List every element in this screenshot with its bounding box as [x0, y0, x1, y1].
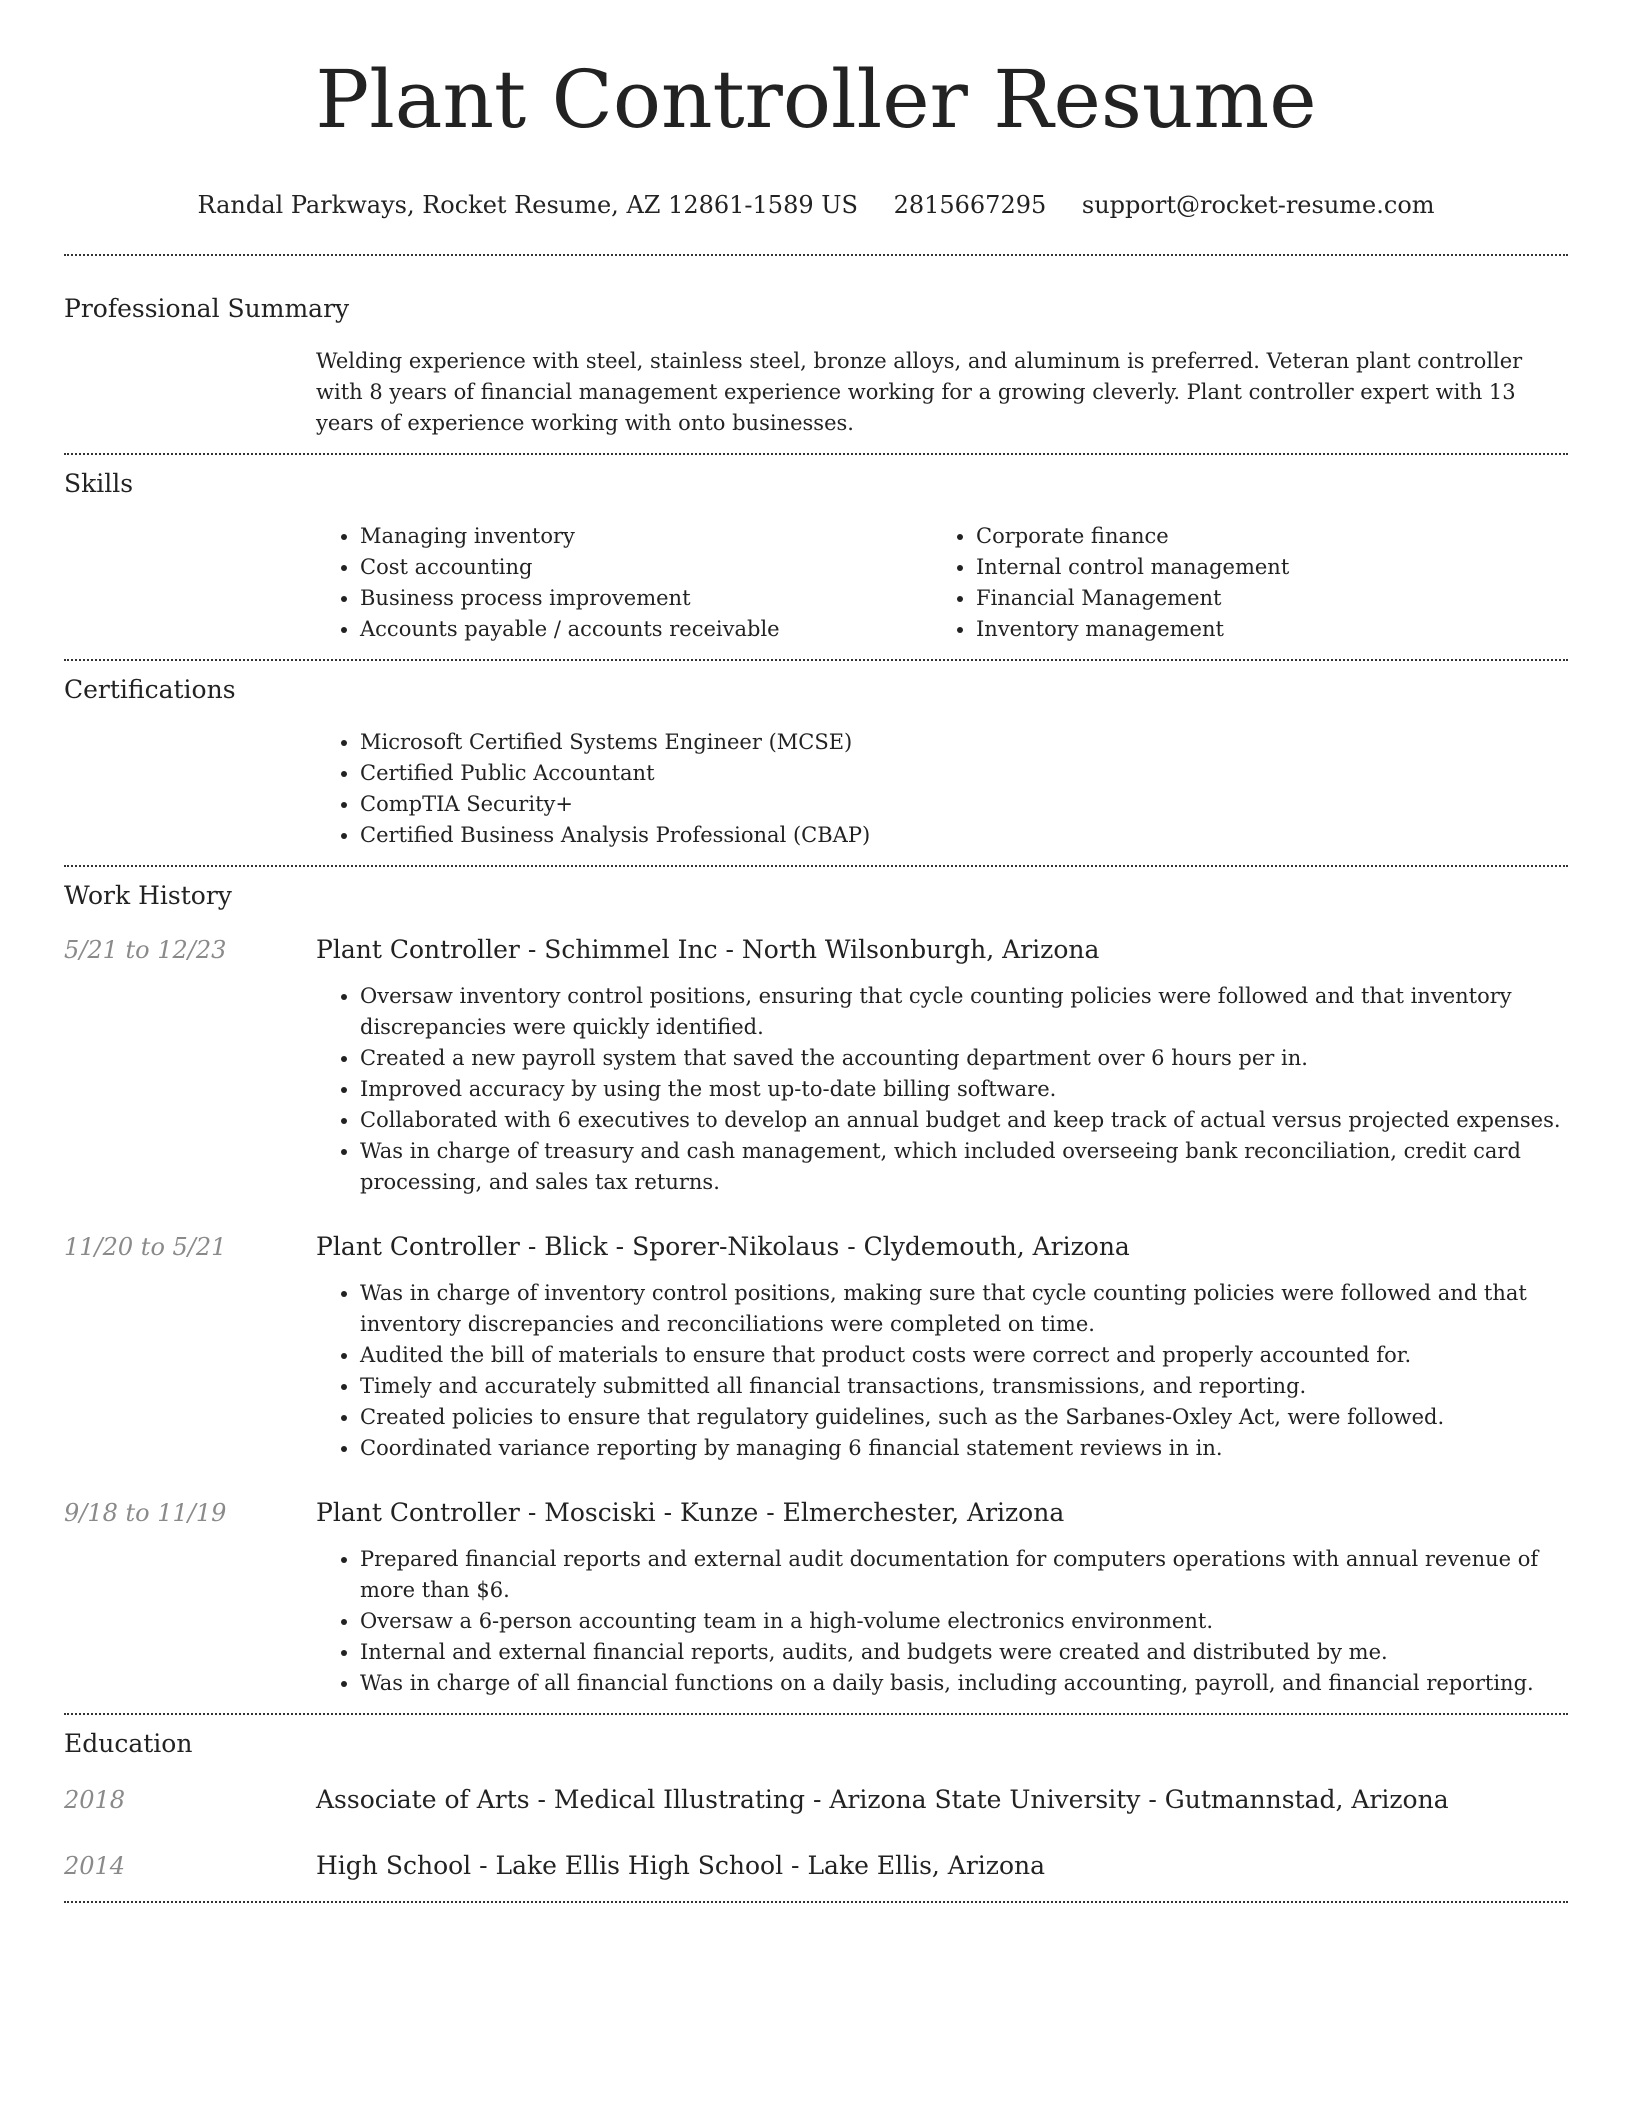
job-header	[64, 933, 1568, 967]
education-year: 2014	[64, 1852, 126, 1880]
certification-item: • Certified Public Accountant	[360, 758, 1568, 789]
education-title: Associate of Arts - Medical Illustrating - Arizona State University - Gutmannstad, Arizona	[316, 1785, 1449, 1814]
certifications-body	[316, 727, 1568, 851]
job-bullet: • Oversaw a 6-person accounting team in a high-volume electronics environment.	[360, 1606, 1568, 1637]
certifications-list	[316, 727, 1568, 851]
job-bullet: • Created policies to ensure that regulatory guidelines, such as the Sarbanes-Oxley Act, were followed.	[360, 1402, 1568, 1433]
resume-title: Plant Controller Resume	[315, 53, 1317, 146]
job-header	[64, 1230, 1568, 1264]
job-bullet: • Timely and accurately submitted all financial transactions, transmissions, and reporting.	[360, 1371, 1568, 1402]
skill-item: • Accounts payable / accounts receivable	[360, 614, 932, 645]
skills-list-right	[932, 521, 1532, 645]
contact-email: support@rocket-resume.com	[1081, 191, 1435, 219]
skill-item: • Inventory management	[976, 614, 1532, 645]
contact-line	[64, 188, 1568, 222]
skill-item: • Financial Management	[976, 583, 1532, 614]
skills-heading: Skills	[64, 469, 134, 498]
job-entry	[64, 933, 1568, 1198]
skill-item: • Business process improvement	[360, 583, 932, 614]
job-entry	[64, 1496, 1568, 1699]
education-heading: Education	[64, 1729, 193, 1758]
certifications-section	[64, 661, 1568, 851]
education-divider	[64, 1901, 1568, 1903]
certifications-heading: Certifications	[64, 675, 236, 704]
education-year: 2018	[64, 1786, 126, 1814]
summary-heading: Professional Summary	[64, 294, 350, 323]
job-bullet: • Was in charge of all financial functions on a daily basis, including accounting, payroll, and financial reporting.	[360, 1668, 1568, 1699]
job-header	[64, 1496, 1568, 1530]
skill-item: • Corporate finance	[976, 521, 1532, 552]
job-bullet: • Prepared financial reports and external audit documentation for computers operations with annual revenue of more than $6.	[360, 1544, 1568, 1606]
skill-item: • Internal control management	[976, 552, 1532, 583]
skills-list-left	[316, 521, 932, 645]
job-title: Plant Controller - Schimmel Inc - North Wilsonburgh, Arizona	[316, 935, 1100, 964]
summary-text: Welding experience with steel, stainless steel, bronze alloys, and aluminum is preferred. Veteran plant controller with 8 years of financial management experience working for a growing cleverly. Plant controller expert with 13 years of experience working with onto businesses.	[316, 349, 1523, 435]
work-history-section	[64, 867, 1568, 1699]
job-title: Plant Controller - Mosciski - Kunze - Elmerchester, Arizona	[316, 1498, 1065, 1527]
job-title: Plant Controller - Blick - Sporer-Nikolaus - Clydemouth, Arizona	[316, 1232, 1130, 1261]
certification-item: • Certified Business Analysis Professional (CBAP)	[360, 820, 1568, 851]
certification-item: • CompTIA Security+	[360, 789, 1568, 820]
job-bullets	[316, 1278, 1568, 1464]
contact-address: Randal Parkways, Rocket Resume, AZ 12861-1589 US	[197, 191, 858, 219]
certification-item: • Microsoft Certified Systems Engineer (MCSE)	[360, 727, 1568, 758]
job-bullets	[316, 1544, 1568, 1699]
skills-section	[64, 455, 1568, 645]
job-bullet: • Collaborated with 6 executives to develop an annual budget and keep track of actual versus projected expenses.	[360, 1105, 1568, 1136]
education-section	[64, 1715, 1568, 1883]
work-history-heading: Work History	[64, 881, 232, 910]
job-bullet: • Audited the bill of materials to ensure that product costs were correct and properly accounted for.	[360, 1340, 1568, 1371]
job-entry	[64, 1230, 1568, 1464]
skills-grid	[316, 521, 1568, 645]
job-dates: 9/18 to 11/19	[64, 1499, 227, 1527]
job-dates: 11/20 to 5/21	[64, 1233, 227, 1261]
job-bullet: • Was in charge of treasury and cash management, which included overseeing bank reconciliation, credit card processing, and sales tax returns.	[360, 1136, 1568, 1198]
summary-section	[64, 256, 1568, 439]
job-bullet: • Improved accuracy by using the most up-to-date billing software.	[360, 1074, 1568, 1105]
education-entry	[64, 1849, 1568, 1883]
job-bullet: • Internal and external financial reports, audits, and budgets were created and distributed by me.	[360, 1637, 1568, 1668]
job-bullet: • Was in charge of inventory control positions, making sure that cycle counting policies were followed and that inventory discrepancies and reconciliations were completed on time.	[360, 1278, 1568, 1340]
education-title: High School - Lake Ellis High School - Lake Ellis, Arizona	[316, 1851, 1046, 1880]
skill-item: • Managing inventory	[360, 521, 932, 552]
skill-item: • Cost accounting	[360, 552, 932, 583]
job-bullet: • Oversaw inventory control positions, ensuring that cycle counting policies were followed and that inventory discrepancies were quickly identified.	[360, 981, 1568, 1043]
job-dates: 5/21 to 12/23	[64, 936, 227, 964]
contact-phone: 2815667295	[893, 191, 1047, 219]
job-bullets	[316, 981, 1568, 1198]
education-entry	[64, 1783, 1568, 1817]
job-bullet: • Created a new payroll system that saved the accounting department over 6 hours per in.	[360, 1043, 1568, 1074]
job-bullet: • Coordinated variance reporting by managing 6 financial statement reviews in in.	[360, 1433, 1568, 1464]
